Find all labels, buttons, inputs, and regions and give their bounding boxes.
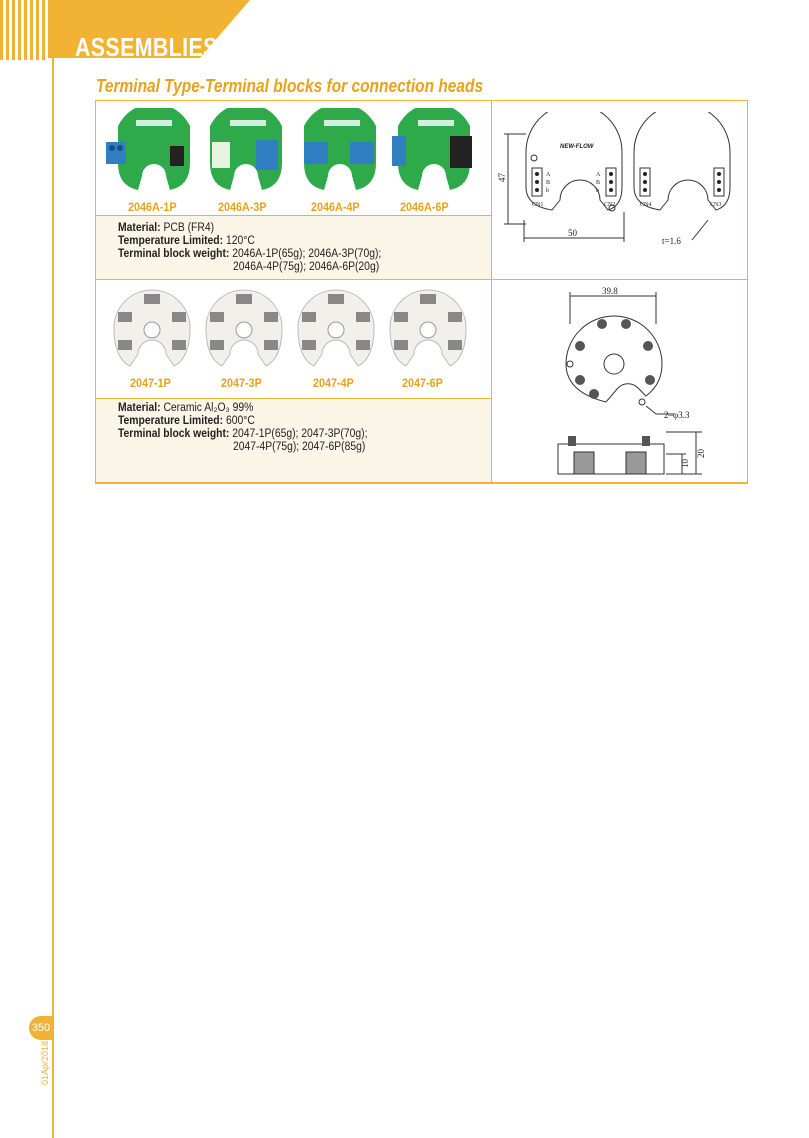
dimension-height-total: 20: [696, 449, 706, 458]
pcb-temperature: Temperature Limited: 120°C: [118, 235, 255, 247]
ceramic-temperature: Temperature Limited: 600°C: [118, 415, 255, 427]
ceramic-block-6p: [390, 290, 466, 366]
ceramic-material: Material: Ceramic Al₂O₃ 99%: [118, 402, 254, 414]
pcb-board-4p: [304, 108, 376, 190]
product-label-2047-6p: 2047-6P: [402, 376, 443, 390]
panel-divider-vertical: [491, 101, 492, 482]
ceramic-technical-drawing: [546, 284, 726, 480]
pcb-photos: [104, 108, 484, 198]
header-band: [0, 0, 809, 60]
page-number: 350: [29, 1016, 53, 1040]
pcb-board-6p: [392, 108, 472, 190]
ceramic-block-3p: [206, 290, 282, 366]
pin-b-small-left: b: [546, 188, 549, 194]
ceramic-weight: Terminal block weight: 2047-1P(65g); 2047-3P(70g);: [118, 428, 368, 440]
drawing-brand: NEW-FLOW: [560, 144, 594, 150]
cn2-label: CN2: [604, 202, 616, 208]
product-label-2047-1p: 2047-1P: [130, 376, 171, 390]
pcb-board-3p: [210, 108, 282, 190]
cn4-label: CN4: [640, 202, 652, 208]
cn1-label: CN1: [532, 202, 544, 208]
pcb-material: Material: PCB (FR4): [118, 222, 215, 234]
product-label-2046a-3p: 2046A-3P: [218, 200, 267, 214]
pin-a-right: A: [596, 172, 601, 178]
panel-divider-horizontal: [96, 279, 747, 280]
cn3-label: CN3: [710, 202, 722, 208]
dimension-width-ceramic: 39.8: [602, 286, 618, 296]
pin-b-small-right: b: [596, 188, 599, 194]
product-label-2047-4p: 2047-4P: [313, 376, 354, 390]
dimension-height-small: 10: [680, 459, 690, 468]
product-label-2046a-1p: 2046A-1P: [128, 200, 177, 214]
dimension-thickness: t=1.6: [662, 236, 681, 246]
product-label-2046a-6p: 2046A-6P: [400, 200, 449, 214]
dimension-holes: 2–φ3.3: [664, 410, 690, 420]
product-label-2047-3p: 2047-3P: [221, 376, 262, 390]
pcb-technical-drawing: [496, 112, 736, 262]
pcb-weight: Terminal block weight: 2046A-1P(65g); 2046A-3P(70g);: [118, 248, 382, 260]
ceramic-block-1p: [114, 290, 190, 366]
pcb-board-1p: [106, 108, 190, 190]
left-rule: [52, 56, 54, 1138]
pcb-weight-line2: 2046A-4P(75g); 2046A-6P(20g): [233, 261, 380, 273]
dimension-height: 47: [497, 173, 507, 182]
section-title: Terminal Type-Terminal blocks for connection heads: [96, 76, 484, 96]
pin-b-left: B: [546, 180, 551, 186]
ceramic-weight-line2: 2047-4P(75g); 2047-6P(85g): [233, 441, 366, 453]
ceramic-photos: [104, 288, 484, 376]
dimension-width: 50: [568, 228, 577, 238]
ceramic-block-4p: [298, 290, 374, 366]
pin-a-left: A: [546, 172, 551, 178]
pin-b-right: B: [596, 180, 601, 186]
edition-date: 01Apr2018: [40, 1040, 50, 1085]
header-title: ASSEMBLIES: [75, 32, 218, 62]
product-label-2046a-4p: 2046A-4P: [311, 200, 360, 214]
